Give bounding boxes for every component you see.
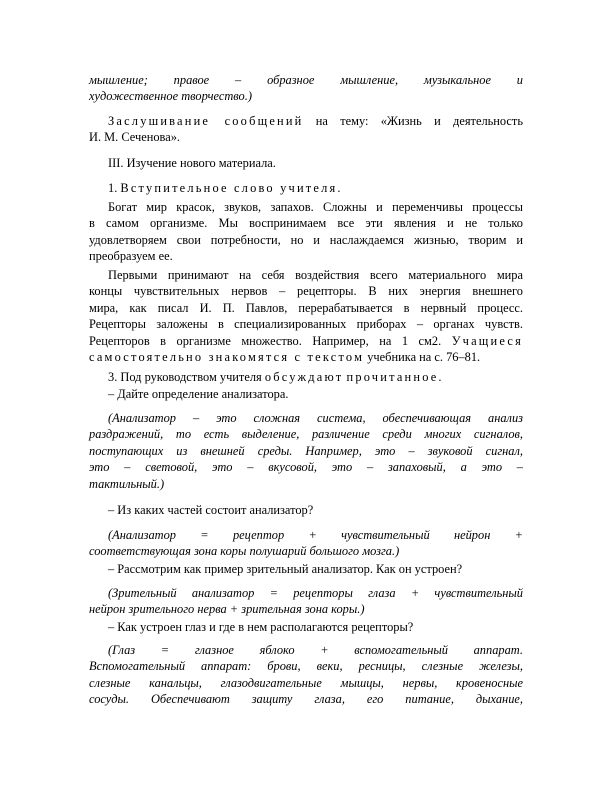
answer-analyzer-parts [89,527,523,560]
answer-visual-analyzer [89,585,523,618]
text-span: Рецепторов в организме множество. Например, на 1 см2. [89,333,442,348]
paragraph-discussion [89,369,523,385]
text-line: (Анализатор – это сложная система, обеспечивающая анализ [108,411,523,425]
text-line: преобразуем ее. [89,249,173,264]
paragraph-reports [89,113,523,146]
text-span: 3. Под руководством учителя [108,370,265,384]
item-number: 1. [108,181,121,195]
answer-analyzer-definition [89,410,523,492]
text-line: Вспомогательный аппарат: брови, веки, ресницы, слезные железы, [89,659,523,674]
text-line: мира, как писал И. П. Павлов, перерабатывается в нервный процесс. [89,300,523,315]
text-line: поступающих из внешней среды. Например, это – звуковой сигнал, [89,443,523,458]
text-line: (Глаз = глазное яблоко + вспомогательный аппарат. [108,643,523,657]
paragraph-brain-hemispheres [89,72,523,105]
spaced-text: Заслушивание сообщений [108,114,304,128]
text-span: на тему: «Жизнь и деятельность [303,114,523,128]
text-line: сосуды. Обеспечивают защиту глаза, его питание, дыхание, [89,692,523,707]
text-line: соответствующая зона коры полушарий большого мозга.) [89,544,400,559]
paragraph-receptors [89,267,523,365]
text-line: (Анализатор = рецептор + чувствительный нейрон + [108,528,523,542]
text-line: Первыми принимают на себя воздействия всего материального мира [108,268,523,282]
text-line [89,113,523,129]
text-line [89,333,523,349]
text-line: удовлетворяем свои потребности, но и наслаждаемся жизнью, творим и [89,232,523,247]
text-line: (Зрительный анализатор = рецепторы глаза + чувствительный [108,586,523,600]
text-line: в самом организме. Мы воспринимаем все эти явления и не только [89,216,523,231]
text-span: учебника на с. 76–81. [364,350,481,365]
text-line: нейрон зрительного нерва + зрительная зона коры.) [89,602,365,617]
text-line: И. М. Сеченова». [89,130,180,145]
spaced-text: Вступительное слово учителя. [120,181,343,195]
question-visual-analyzer: – Рассмотрим как пример зрительный анализатор. Как он устроен? [108,562,463,576]
section-heading: III. Изучение нового материала. [108,156,276,170]
text-line: Богат мир красок, звуков, запахов. Сложны и переменчивы процессы [108,200,523,214]
text-line: мышление; правое – образное мышление, музыкальное и [89,73,523,87]
answer-eye-structure [89,642,523,708]
text-line: Рецепторы заложены в специализированных приборах – органах чувств. [89,317,523,332]
text-line: концы чувствительных нервов – рецепторы. В них энергия внешнего [89,284,523,299]
question-analyzer-parts: – Из каких частей состоит анализатор? [108,503,314,517]
text-line: раздражений, то есть выделение, различение среди многих сигналов, [89,427,523,442]
text-line: художественное творчество.) [89,89,252,104]
text-line: это – световой, это – вкусовой, это – запаховый, а это – [89,460,523,475]
text-line: тактильный.) [89,476,165,491]
spaced-text: обсуждают [264,370,344,384]
spaced-text: Учащиеся [451,333,523,348]
paragraph-world [89,199,523,265]
text-line: слезные канальцы, глазодвигательные мышцы, нервы, кровеносные [89,675,523,690]
paragraph-intro-title [89,180,523,196]
spaced-text: прочитанное. [346,370,444,384]
text-line [89,349,523,365]
question-analyzer-definition: – Дайте определение анализатора. [108,387,289,401]
question-eye-structure: – Как устроен глаз и где в нем располагаются рецепторы? [108,620,414,634]
spaced-text: самостоятельно знакомятся с текстом [89,350,365,365]
